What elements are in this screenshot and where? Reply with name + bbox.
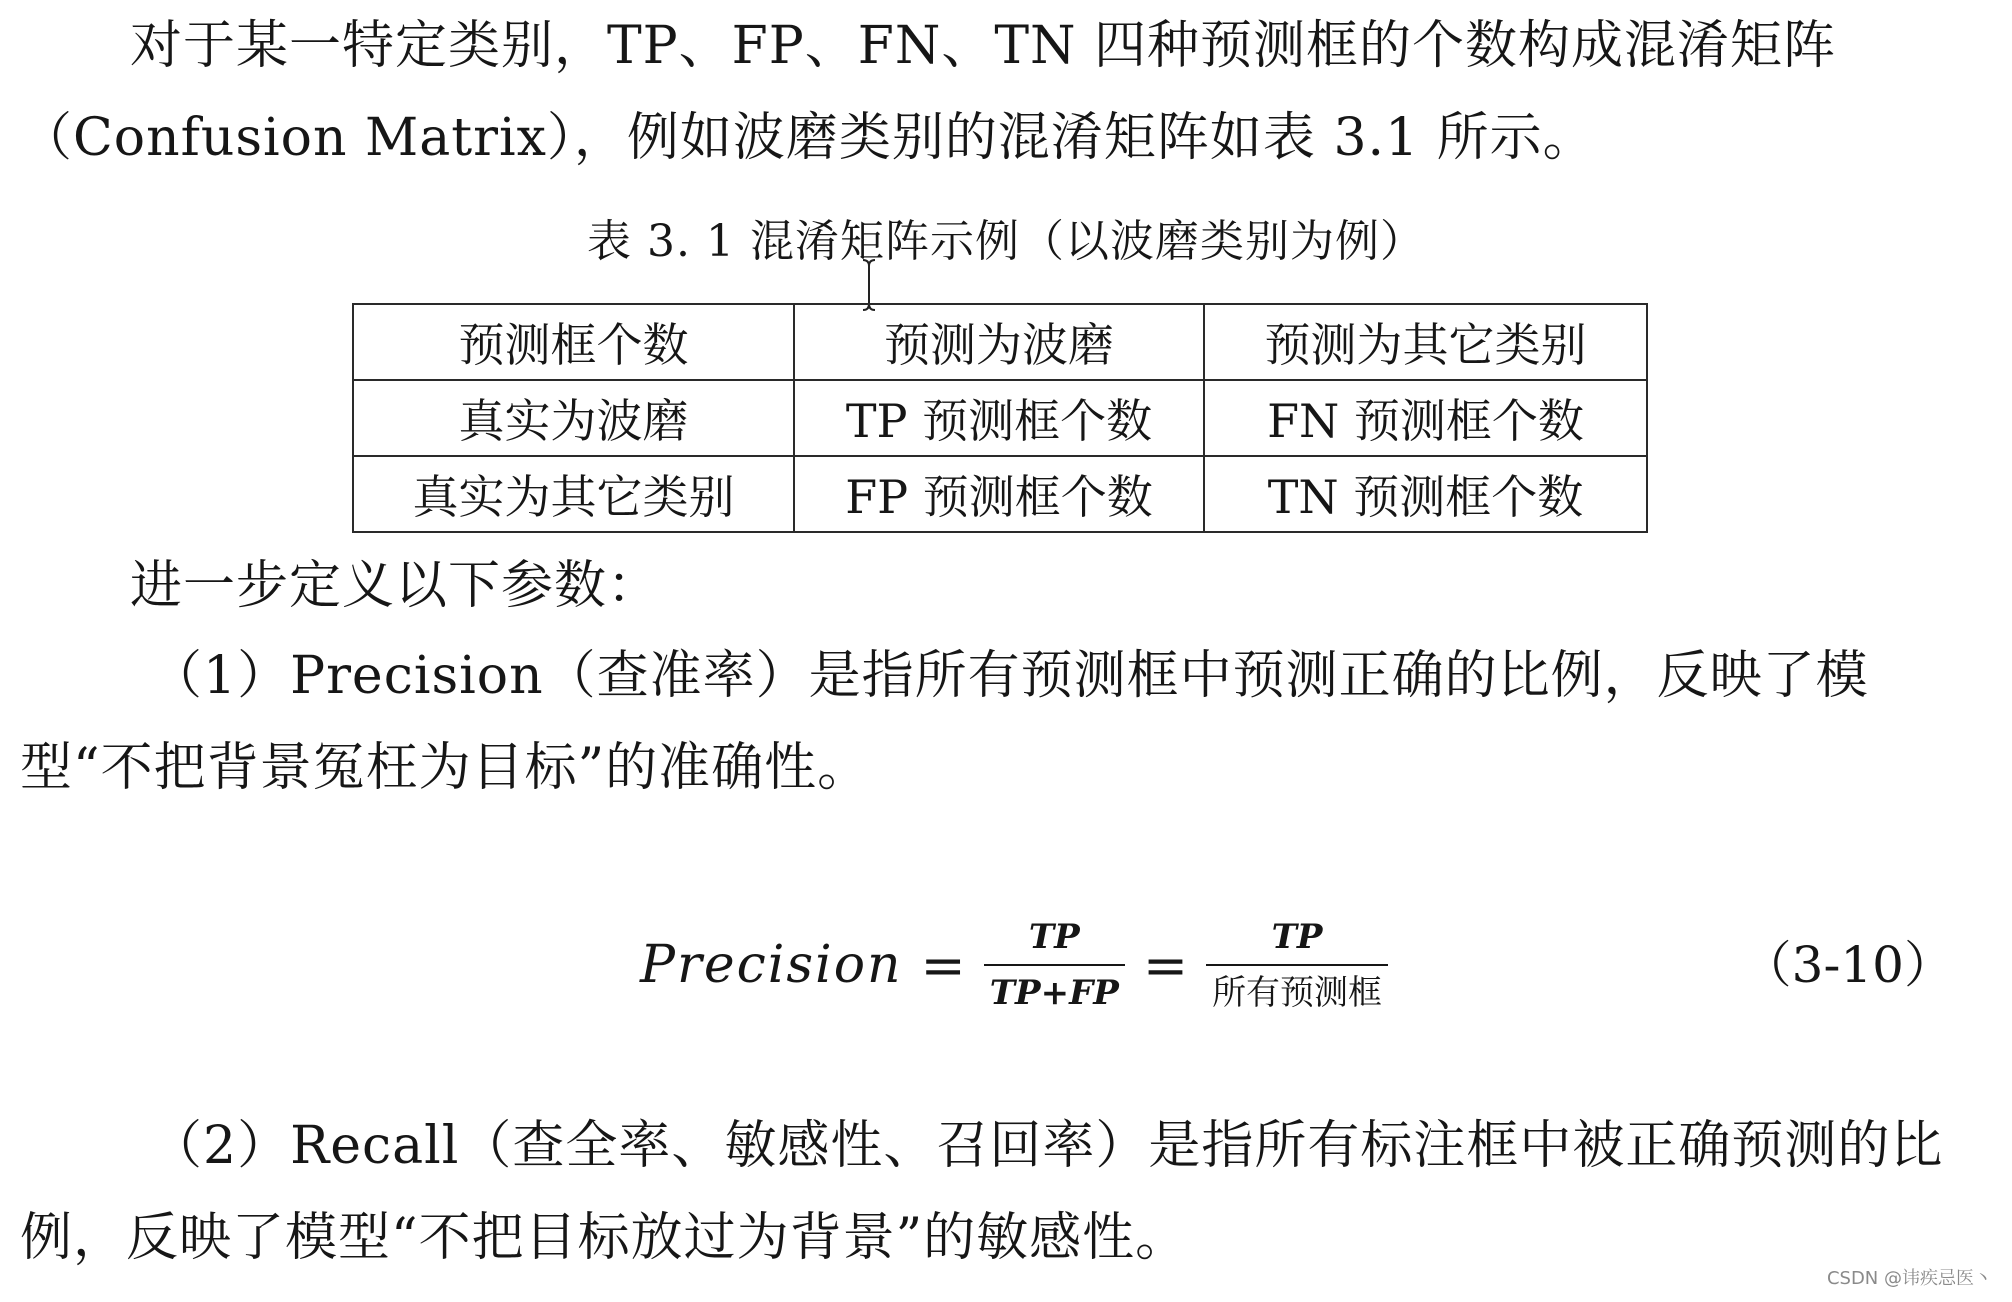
table-row bbox=[353, 304, 1647, 380]
fraction-2-denominator: 所有预测框 bbox=[1212, 973, 1383, 1013]
table-row bbox=[353, 380, 1647, 456]
equation-number: （3-10） bbox=[1741, 936, 1954, 994]
fraction-bar bbox=[1206, 964, 1388, 966]
precision-paragraph: （1）Precision（查准率）是指所有预测框中预测正确的比例，反映了模型“不把背景冤枉为目标”的准确性。 bbox=[20, 646, 1869, 798]
parameters-intro: 进一步定义以下参数： bbox=[130, 556, 661, 616]
fraction-1-numerator: TP bbox=[1028, 917, 1080, 957]
table-cell: 真实为波磨 bbox=[353, 380, 794, 456]
fraction-bar bbox=[984, 964, 1125, 966]
confusion-matrix-table bbox=[352, 303, 1648, 533]
table-cell: FP 预测框个数 bbox=[794, 456, 1204, 532]
table-cell: 预测框个数 bbox=[353, 304, 794, 380]
table-cell: 真实为其它类别 bbox=[353, 456, 794, 532]
precision-formula bbox=[640, 900, 1388, 1030]
equals-sign: = bbox=[1142, 933, 1189, 997]
table-caption: 表 3. 1 混淆矩阵示例（以波磨类别为例） bbox=[587, 216, 1425, 267]
fraction-2-numerator: TP bbox=[1271, 917, 1323, 957]
watermark: CSDN @讳疾忌医丶 bbox=[1826, 1268, 1992, 1289]
intro-paragraph: 对于某一特定类别，TP、FP、FN、TN 四种预测框的个数构成混淆矩阵（Confusion Matrix），例如波磨类别的混淆矩阵如表 3.1 所示。 bbox=[20, 16, 1837, 168]
equals-sign: = bbox=[920, 933, 966, 997]
fraction-1-denominator: TP+FP bbox=[989, 973, 1119, 1013]
fraction-1 bbox=[984, 914, 1125, 1016]
table-row bbox=[353, 456, 1647, 532]
table-cell: TN 预测框个数 bbox=[1204, 456, 1647, 532]
table-cell: 预测为其它类别 bbox=[1204, 304, 1647, 380]
fraction-2 bbox=[1206, 914, 1388, 1016]
table-cell: 预测为波磨 bbox=[794, 304, 1204, 380]
table-cell: TP 预测框个数 bbox=[794, 380, 1204, 456]
recall-paragraph: （2）Recall（查全率、敏感性、召回率）是指所有标注框中被正确预测的比例，反映了模型“不把目标放过为背景”的敏感性。 bbox=[20, 1116, 1944, 1268]
table-cell: FN 预测框个数 bbox=[1204, 380, 1647, 456]
formula-lhs: Precision bbox=[640, 935, 903, 995]
